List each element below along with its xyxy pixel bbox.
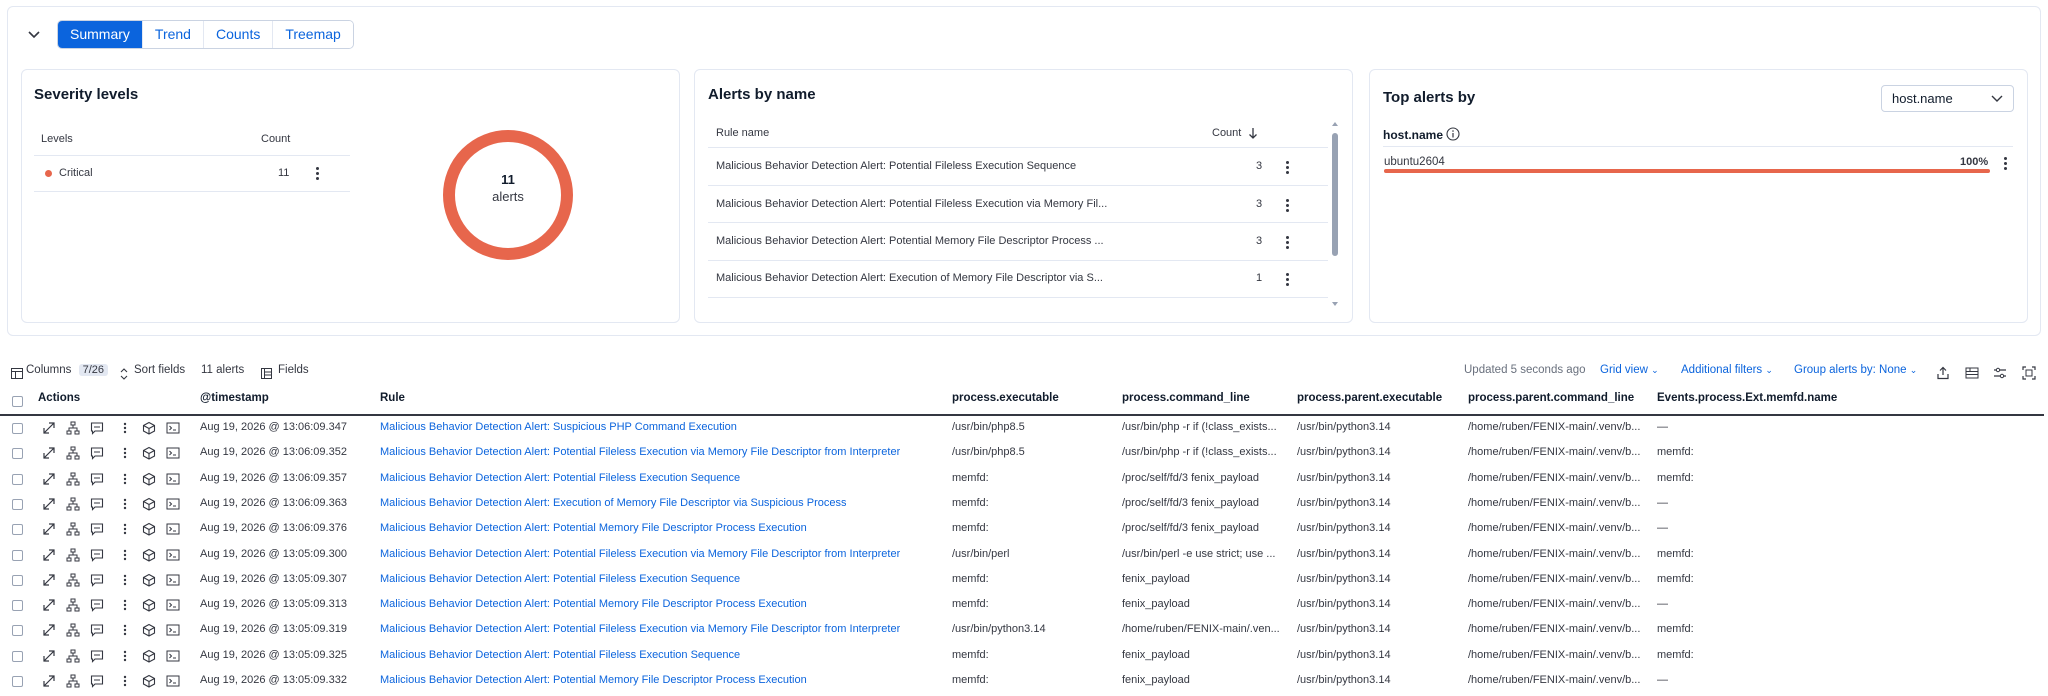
- row-checkbox[interactable]: [12, 499, 23, 510]
- cell-memfd-name: memfd:: [1657, 446, 1694, 459]
- more-actions-icon[interactable]: [118, 472, 132, 486]
- analyze-event-icon[interactable]: [66, 472, 80, 486]
- cell-rule[interactable]: Malicious Behavior Detection Alert: Potential Fileless Execution Sequence: [380, 471, 741, 484]
- row-checkbox[interactable]: [12, 575, 23, 586]
- cell-process-parent-command-line: /home/ruben/FENIX-main/.venv/b...: [1468, 471, 1641, 484]
- col-process-parent-executable[interactable]: process.parent.executable: [1297, 392, 1443, 404]
- kebab-icon[interactable]: [1285, 198, 1289, 212]
- cell-process-executable: memfd:: [952, 496, 989, 509]
- alert-name-row: Malicious Behavior Detection Alert: Potential Fileless Execution via Memory Fil...: [716, 198, 1108, 210]
- col-actions: Actions: [38, 392, 81, 404]
- scroll-up-icon[interactable]: [1331, 121, 1339, 127]
- cell-rule[interactable]: Malicious Behavior Detection Alert: Potential Fileless Execution Sequence: [380, 648, 741, 661]
- chevron-down-icon: ⌄: [1651, 365, 1659, 375]
- table-row[interactable]: [0, 669, 2048, 694]
- cell-rule[interactable]: Malicious Behavior Detection Alert: Potential Memory File Descriptor Process Execution: [380, 522, 807, 535]
- donut-count: 11: [501, 172, 515, 187]
- analyze-event-icon[interactable]: [66, 649, 80, 663]
- export-icon[interactable]: [1936, 366, 1950, 380]
- col-memfd-name[interactable]: Events.process.Ext.memfd.name: [1657, 392, 1838, 404]
- select-all-checkbox[interactable]: [12, 396, 23, 407]
- analyze-event-icon[interactable]: [66, 573, 80, 587]
- cell-rule[interactable]: Malicious Behavior Detection Alert: Suspicious PHP Command Execution: [380, 421, 737, 433]
- row-checkbox[interactable]: [12, 550, 23, 561]
- tab-trend[interactable]: Trend: [143, 21, 204, 48]
- cell-process-executable: memfd:: [952, 522, 989, 535]
- display-settings-icon[interactable]: [1993, 366, 2007, 380]
- cube-icon[interactable]: [142, 573, 156, 587]
- cell-rule[interactable]: Malicious Behavior Detection Alert: Execution of Memory File Descriptor via Suspicious Process: [380, 496, 847, 509]
- fields-button[interactable]: Fields: [278, 364, 309, 376]
- table-row[interactable]: [0, 416, 2048, 441]
- severity-critical-count: 11: [278, 167, 290, 179]
- count-header: Count: [261, 133, 291, 145]
- cell-timestamp: Aug 19, 2026 @ 13:05:09.307: [200, 572, 347, 585]
- cell-process-parent-executable: /usr/bin/python3.14: [1297, 623, 1391, 636]
- more-actions-icon[interactable]: [118, 548, 132, 562]
- sort-icon[interactable]: [120, 368, 128, 380]
- cell-memfd-name: —: [1657, 421, 1668, 433]
- row-checkbox[interactable]: [12, 625, 23, 636]
- row-checkbox[interactable]: [12, 600, 23, 611]
- cube-icon[interactable]: [142, 548, 156, 562]
- alerts-count: 11 alerts: [201, 364, 245, 376]
- cell-timestamp: Aug 19, 2026 @ 13:05:09.325: [200, 648, 347, 661]
- col-process-parent-command-line[interactable]: process.parent.command_line: [1468, 392, 1635, 404]
- cell-process-parent-command-line: /home/ruben/FENIX-main/.venv/b...: [1468, 598, 1641, 611]
- group-by-select[interactable]: [1881, 85, 2014, 112]
- alert-name-row: Malicious Behavior Detection Alert: Potential Memory File Descriptor Process ...: [716, 235, 1104, 247]
- cell-process-command-line: /home/ruben/FENIX-main/.ven...: [1122, 623, 1280, 636]
- comment-icon[interactable]: [90, 446, 104, 460]
- host-bar-track: [1384, 169, 1990, 173]
- additional-filters-label: Additional filters: [1681, 364, 1763, 376]
- alerts-by-name-card: [694, 69, 1353, 323]
- cell-timestamp: Aug 19, 2026 @ 13:05:09.319: [200, 623, 347, 636]
- table-row[interactable]: [0, 517, 2048, 542]
- analyze-event-icon[interactable]: [66, 548, 80, 562]
- table-row[interactable]: [0, 467, 2048, 492]
- cell-process-parent-executable: /usr/bin/python3.14: [1297, 572, 1391, 585]
- cell-timestamp: Aug 19, 2026 @ 13:05:09.313: [200, 598, 347, 611]
- cube-icon[interactable]: [142, 649, 156, 663]
- cell-memfd-name: memfd:: [1657, 471, 1694, 484]
- severity-levels-card: [21, 69, 680, 323]
- cube-icon[interactable]: [142, 598, 156, 612]
- cell-timestamp: Aug 19, 2026 @ 13:06:09.352: [200, 446, 347, 459]
- comment-icon[interactable]: [90, 548, 104, 562]
- cell-rule[interactable]: Malicious Behavior Detection Alert: Potential Memory File Descriptor Process Execution: [380, 598, 807, 611]
- table-row[interactable]: [0, 644, 2048, 669]
- console-icon[interactable]: [166, 472, 180, 486]
- row-checkbox[interactable]: [12, 651, 23, 662]
- expand-icon[interactable]: [42, 472, 56, 486]
- cell-process-executable: /usr/bin/php8.5: [952, 446, 1025, 459]
- cell-rule[interactable]: Malicious Behavior Detection Alert: Potential Fileless Execution Sequence: [380, 572, 741, 585]
- cube-icon[interactable]: [142, 446, 156, 460]
- cell-process-executable: memfd:: [952, 572, 989, 585]
- tab-counts[interactable]: Counts: [204, 21, 273, 48]
- columns-label: Columns: [26, 364, 72, 376]
- additional-filters-button[interactable]: [1681, 364, 1773, 376]
- analyze-event-icon[interactable]: [66, 446, 80, 460]
- cell-process-executable: memfd:: [952, 648, 989, 661]
- cell-memfd-name: —: [1657, 496, 1668, 509]
- cube-icon[interactable]: [142, 472, 156, 486]
- comment-icon[interactable]: [90, 674, 104, 688]
- columns-badge: 7/26: [79, 364, 108, 376]
- cell-process-parent-executable: /usr/bin/python3.14: [1297, 446, 1391, 459]
- analyze-event-icon[interactable]: [66, 421, 80, 435]
- table-row[interactable]: [0, 441, 2048, 466]
- columns-icon[interactable]: [11, 368, 23, 379]
- row-checkbox[interactable]: [12, 676, 23, 687]
- cell-timestamp: Aug 19, 2026 @ 13:06:09.363: [200, 496, 347, 509]
- cell-process-command-line: /proc/self/fd/3 fenix_payload: [1122, 496, 1259, 509]
- col-rule[interactable]: Rule: [380, 392, 405, 404]
- table-row[interactable]: [0, 618, 2048, 643]
- cell-process-executable: memfd:: [952, 674, 989, 686]
- rule-name-header: Rule name: [716, 127, 770, 139]
- fields-icon[interactable]: [261, 368, 272, 379]
- divider: [708, 297, 1328, 298]
- row-height-icon[interactable]: [1965, 366, 1979, 380]
- cell-process-command-line: /usr/bin/php -r if (!class_exists...: [1122, 421, 1277, 433]
- chevron-down-icon: ⌄: [1909, 365, 1918, 375]
- cell-process-command-line: fenix_payload: [1122, 648, 1190, 661]
- expand-icon[interactable]: [42, 573, 56, 587]
- columns-button[interactable]: [26, 364, 108, 384]
- chevron-down-icon: [1991, 95, 2003, 103]
- cell-process-executable: memfd:: [952, 471, 989, 484]
- cell-process-parent-command-line: /home/ruben/FENIX-main/.venv/b...: [1468, 421, 1641, 433]
- cell-process-command-line: /usr/bin/php -r if (!class_exists...: [1122, 446, 1277, 459]
- info-icon[interactable]: [1446, 127, 1460, 141]
- cell-memfd-name: memfd:: [1657, 547, 1694, 560]
- more-actions-icon[interactable]: [118, 623, 132, 637]
- sort-descending-icon[interactable]: [1248, 127, 1258, 140]
- group-by-select-value: host.name: [1892, 91, 1953, 106]
- cube-icon[interactable]: [142, 522, 156, 536]
- chevron-down-icon: ⌄: [1765, 365, 1773, 375]
- table-row[interactable]: [0, 543, 2048, 568]
- comment-icon[interactable]: [90, 421, 104, 435]
- cell-memfd-name: —: [1657, 598, 1668, 611]
- cell-rule[interactable]: Malicious Behavior Detection Alert: Potential Fileless Execution via Memory File Descriptor from Interpreter: [380, 547, 901, 560]
- console-icon[interactable]: [166, 497, 180, 511]
- expand-icon[interactable]: [42, 548, 56, 562]
- analyze-event-icon[interactable]: [66, 623, 80, 637]
- kebab-icon[interactable]: [1285, 272, 1289, 286]
- expand-icon[interactable]: [42, 421, 56, 435]
- cell-process-command-line: fenix_payload: [1122, 598, 1190, 611]
- cell-process-parent-command-line: /home/ruben/FENIX-main/.venv/b...: [1468, 648, 1641, 661]
- console-icon[interactable]: [166, 598, 180, 612]
- more-actions-icon[interactable]: [118, 598, 132, 612]
- divider: [708, 260, 1328, 261]
- alert-name-count: 3: [1256, 198, 1263, 210]
- cell-process-executable: memfd:: [952, 598, 989, 611]
- cell-process-parent-executable: /usr/bin/python3.14: [1297, 674, 1391, 686]
- severity-critical-label: Critical: [59, 167, 93, 179]
- cell-timestamp: Aug 19, 2026 @ 13:06:09.376: [200, 522, 347, 535]
- kebab-icon[interactable]: [2003, 156, 2007, 170]
- fullscreen-icon[interactable]: [2022, 366, 2036, 380]
- more-actions-icon[interactable]: [118, 649, 132, 663]
- levels-header: Levels: [41, 133, 73, 145]
- console-icon[interactable]: [166, 446, 180, 460]
- expand-icon[interactable]: [42, 522, 56, 536]
- chevron-down-icon[interactable]: [24, 24, 44, 44]
- view-tabs: [57, 20, 354, 49]
- cell-process-executable: /usr/bin/perl: [952, 547, 1010, 560]
- table-row[interactable]: [0, 593, 2048, 618]
- console-icon[interactable]: [166, 674, 180, 688]
- row-checkbox[interactable]: [12, 423, 23, 434]
- alert-name-row: Malicious Behavior Detection Alert: Potential Fileless Execution Sequence: [716, 160, 1077, 172]
- table-row[interactable]: [0, 568, 2048, 593]
- analyze-event-icon[interactable]: [66, 674, 80, 688]
- cell-process-command-line: fenix_payload: [1122, 572, 1190, 585]
- field-label: host.name: [1383, 128, 1444, 142]
- tab-summary[interactable]: Summary: [58, 21, 143, 48]
- cell-process-parent-executable: /usr/bin/python3.14: [1297, 598, 1391, 611]
- cell-rule[interactable]: Malicious Behavior Detection Alert: Potential Fileless Execution via Memory File Descriptor from Interpreter: [380, 623, 901, 636]
- grid-view-label: Grid view: [1600, 364, 1648, 376]
- cell-process-command-line: /usr/bin/perl -e use strict; use ...: [1122, 547, 1276, 560]
- cell-process-parent-command-line: /home/ruben/FENIX-main/.venv/b...: [1468, 623, 1641, 636]
- cell-process-parent-command-line: /home/ruben/FENIX-main/.venv/b...: [1468, 496, 1641, 509]
- host-name: ubuntu2604: [1384, 156, 1445, 168]
- divider: [1383, 146, 2013, 147]
- cell-process-parent-command-line: /home/ruben/FENIX-main/.venv/b...: [1468, 446, 1641, 459]
- col-timestamp[interactable]: @timestamp: [200, 392, 269, 404]
- group-alerts-label: Group alerts by: None: [1794, 364, 1907, 376]
- divider: [708, 185, 1328, 186]
- cell-process-parent-executable: /usr/bin/python3.14: [1297, 522, 1391, 535]
- cell-process-parent-command-line: /home/ruben/FENIX-main/.venv/b...: [1468, 674, 1641, 686]
- divider: [34, 155, 350, 156]
- analyze-event-icon[interactable]: [66, 497, 80, 511]
- critical-dot: [45, 170, 52, 177]
- grid-view-button[interactable]: [1600, 364, 1659, 376]
- cell-rule[interactable]: Malicious Behavior Detection Alert: Potential Fileless Execution via Memory File Descriptor from Interpreter: [380, 446, 901, 459]
- cell-timestamp: Aug 19, 2026 @ 13:05:09.300: [200, 547, 347, 560]
- analyze-event-icon[interactable]: [66, 598, 80, 612]
- host-bar-fill: [1384, 169, 1990, 173]
- cell-process-parent-command-line: /home/ruben/FENIX-main/.venv/b...: [1468, 522, 1641, 535]
- divider: [34, 191, 350, 192]
- row-checkbox[interactable]: [12, 474, 23, 485]
- comment-icon[interactable]: [90, 623, 104, 637]
- cell-process-parent-command-line: /home/ruben/FENIX-main/.venv/b...: [1468, 572, 1641, 585]
- cell-memfd-name: memfd:: [1657, 623, 1694, 636]
- top-alerts-title: Top alerts by: [1383, 89, 1476, 106]
- cell-memfd-name: —: [1657, 522, 1668, 535]
- cell-timestamp: Aug 19, 2026 @ 13:06:09.347: [200, 421, 347, 433]
- cube-icon[interactable]: [142, 623, 156, 637]
- row-checkbox[interactable]: [12, 524, 23, 535]
- alert-name-count: 1: [1256, 272, 1263, 284]
- cell-process-executable: /usr/bin/python3.14: [952, 623, 1046, 636]
- host-percent: 100%: [1960, 156, 1989, 168]
- cell-memfd-name: —: [1657, 674, 1668, 686]
- tab-treemap[interactable]: Treemap: [273, 21, 353, 48]
- kebab-icon[interactable]: [1285, 160, 1289, 174]
- alert-name-row: Malicious Behavior Detection Alert: Execution of Memory File Descriptor via S...: [716, 272, 1103, 284]
- row-checkbox[interactable]: [12, 448, 23, 459]
- alerts-count-header: Count: [1212, 127, 1242, 139]
- cube-icon[interactable]: [142, 497, 156, 511]
- col-process-executable[interactable]: process.executable: [952, 392, 1059, 404]
- donut-label: alerts: [492, 189, 524, 204]
- console-icon[interactable]: [166, 522, 180, 536]
- cell-process-parent-executable: /usr/bin/python3.14: [1297, 496, 1391, 509]
- cell-process-parent-executable: /usr/bin/python3.14: [1297, 547, 1391, 560]
- more-actions-icon[interactable]: [118, 674, 132, 688]
- table-row[interactable]: [0, 492, 2048, 517]
- divider: [708, 222, 1328, 223]
- kebab-icon[interactable]: [1285, 235, 1289, 249]
- col-process-command-line[interactable]: process.command_line: [1122, 392, 1250, 404]
- cell-memfd-name: memfd:: [1657, 572, 1694, 585]
- more-actions-icon[interactable]: [118, 497, 132, 511]
- expand-icon[interactable]: [42, 497, 56, 511]
- cell-process-parent-executable: /usr/bin/python3.14: [1297, 648, 1391, 661]
- analyze-event-icon[interactable]: [66, 522, 80, 536]
- cube-icon[interactable]: [142, 421, 156, 435]
- expand-icon[interactable]: [42, 674, 56, 688]
- comment-icon[interactable]: [90, 522, 104, 536]
- comment-icon[interactable]: [90, 573, 104, 587]
- expand-icon[interactable]: [42, 446, 56, 460]
- cell-process-command-line: /proc/self/fd/3 fenix_payload: [1122, 471, 1259, 484]
- cell-timestamp: Aug 19, 2026 @ 13:05:09.332: [200, 674, 347, 686]
- scrollbar-thumb[interactable]: [1332, 133, 1338, 256]
- cell-process-command-line: fenix_payload: [1122, 674, 1190, 686]
- scroll-down-icon[interactable]: [1331, 301, 1339, 307]
- expand-icon[interactable]: [42, 649, 56, 663]
- console-icon[interactable]: [166, 548, 180, 562]
- severity-title: Severity levels: [34, 86, 139, 103]
- more-actions-icon[interactable]: [118, 421, 132, 435]
- more-actions-icon[interactable]: [118, 522, 132, 536]
- cell-process-executable: /usr/bin/php8.5: [952, 421, 1025, 433]
- comment-icon[interactable]: [90, 472, 104, 486]
- cell-process-parent-command-line: /home/ruben/FENIX-main/.venv/b...: [1468, 547, 1641, 560]
- expand-icon[interactable]: [42, 623, 56, 637]
- cube-icon[interactable]: [142, 674, 156, 688]
- alerts-by-name-title: Alerts by name: [708, 86, 816, 103]
- group-alerts-button[interactable]: [1794, 364, 1917, 376]
- cell-process-parent-executable: /usr/bin/python3.14: [1297, 421, 1391, 433]
- alert-name-count: 3: [1256, 235, 1263, 247]
- expand-icon[interactable]: [42, 598, 56, 612]
- alert-name-count: 3: [1256, 160, 1263, 172]
- comment-icon[interactable]: [90, 649, 104, 663]
- kebab-icon[interactable]: [315, 166, 319, 180]
- sort-fields-button[interactable]: Sort fields: [134, 364, 186, 376]
- console-icon[interactable]: [166, 623, 180, 637]
- comment-icon[interactable]: [90, 497, 104, 511]
- console-icon[interactable]: [166, 421, 180, 435]
- divider: [708, 147, 1328, 148]
- more-actions-icon[interactable]: [118, 573, 132, 587]
- console-icon[interactable]: [166, 573, 180, 587]
- cell-timestamp: Aug 19, 2026 @ 13:06:09.357: [200, 471, 347, 484]
- cell-process-parent-executable: /usr/bin/python3.14: [1297, 471, 1391, 484]
- console-icon[interactable]: [166, 649, 180, 663]
- more-actions-icon[interactable]: [118, 446, 132, 460]
- cell-memfd-name: memfd:: [1657, 648, 1694, 661]
- updated-text: Updated 5 seconds ago: [1464, 364, 1586, 376]
- comment-icon[interactable]: [90, 598, 104, 612]
- cell-rule[interactable]: Malicious Behavior Detection Alert: Potential Memory File Descriptor Process Execution: [380, 674, 807, 686]
- cell-process-command-line: /proc/self/fd/3 fenix_payload: [1122, 522, 1259, 535]
